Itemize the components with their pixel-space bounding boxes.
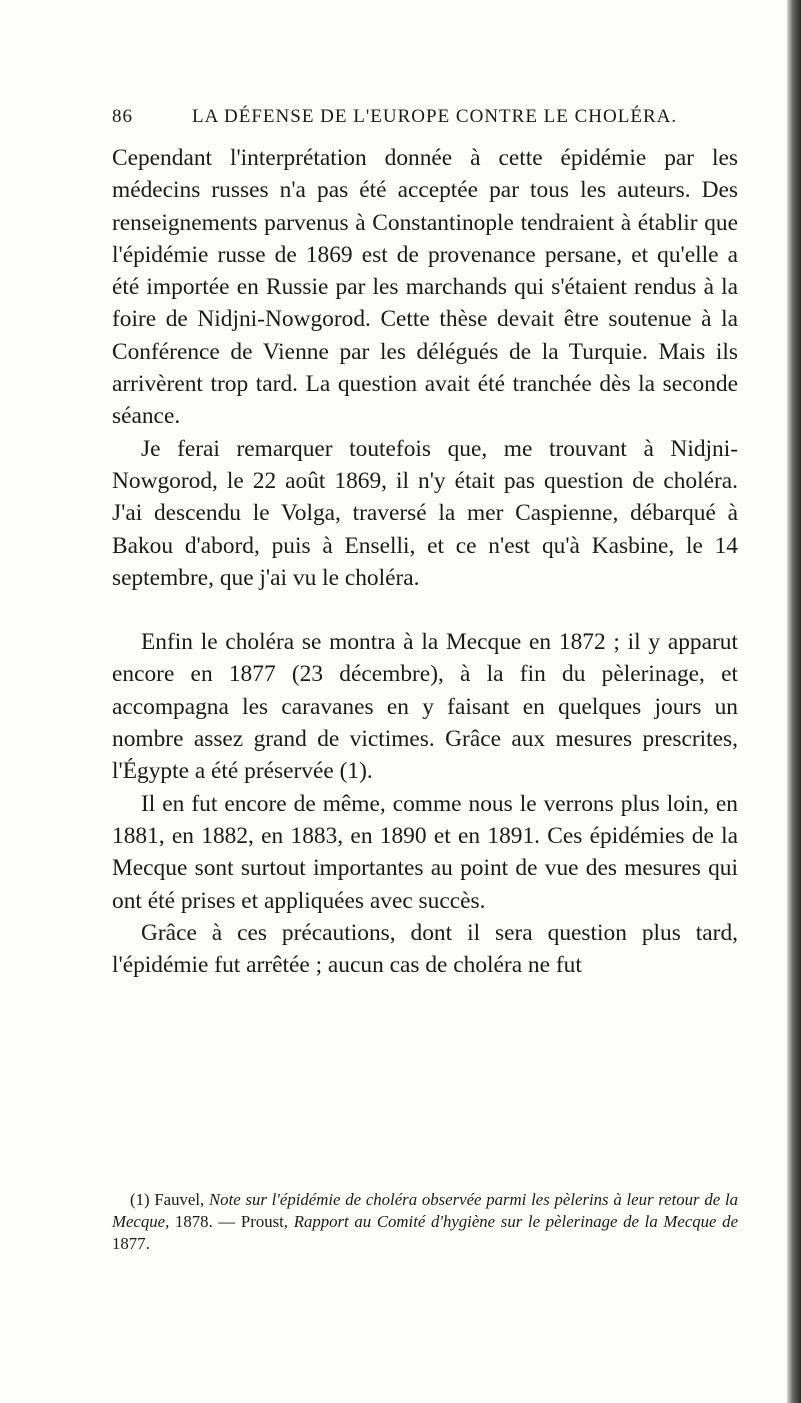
paragraph-3: Enfin le choléra se montra à la Mecque en 1872 ; il y apparut encore en 1877 (23 décembre), à la fin du pèlerinage, et accompagna les caravanes en y faisant en quelques jours un nombre assez grand de victimes. Grâce aux mesures prescrites, l'Égypte a été préservée (1). — [112, 629, 738, 785]
footnote — [112, 1189, 738, 1255]
paragraph-1: Cependant l'interprétation donnée à cette épidémie par les médecins russes n'a pas été acceptée par tous les auteurs. Des renseignements parvenus à Constantinople tendraient à établir que l'épidémie russe de 1869 est de provenance persane, et qu'elle a été importée en Russie par les marchands qui s'étaient rendus à la foire de Nidjni-Nowgorod. Cette thèse devait être soutenue à la Conférence de Vienne par les délégués de la Turquie. Mais ils arrivèrent trop tard. La question avait été tranchée dès la seconde séance. — [112, 145, 738, 430]
paragraph-2: Je ferai remarquer toutefois que, me trouvant à Nidjni-Nowgorod, le 22 août 1869, il n'y était pas question de choléra. J'ai descendu le Volga, traversé la mer Caspienne, débarqué à Bakou d'abord, puis à Enselli, et ce n'est qu'à Kasbine, le 14 septembre, que j'ai vu le choléra. — [112, 435, 738, 591]
paragraph-5: Grâce à ces précautions, dont il sera question plus tard, l'épidémie fut arrêtée ; aucun cas de choléra ne fut — [112, 919, 738, 979]
footnote-marker: (1) — [130, 1190, 150, 1209]
footnote-title-1: Note sur l'épidémie de choléra observée parmi les pèlerins à leur retour de la Mecque, — [112, 1190, 738, 1231]
body-text — [112, 142, 738, 981]
running-header — [112, 106, 752, 128]
footnote-year-2: 1877. — [112, 1234, 150, 1253]
footnote-title-2: Rapport au Comité d'hygiène sur le pèlerinage de la Mecque de — [293, 1212, 739, 1231]
footnote-year-1: 1878. — — [175, 1212, 236, 1231]
scan-edge — [787, 0, 801, 1403]
footnote-author-2: Proust, — [240, 1212, 288, 1231]
running-title: LA DÉFENSE DE L'EUROPE CONTRE LE CHOLÉRA. — [192, 106, 678, 127]
footnote-author-1: Fauvel, — [154, 1190, 205, 1209]
page-number: 86 — [112, 106, 133, 127]
paragraph-4: Il en fut encore de même, comme nous le verrons plus loin, en 1881, en 1882, en 1883, en 1890 et en 1891. Ces épidémies de la Mecque sont surtout importantes au point de vue des mesures qui ont été prises et appliquées avec succès. — [112, 790, 738, 914]
